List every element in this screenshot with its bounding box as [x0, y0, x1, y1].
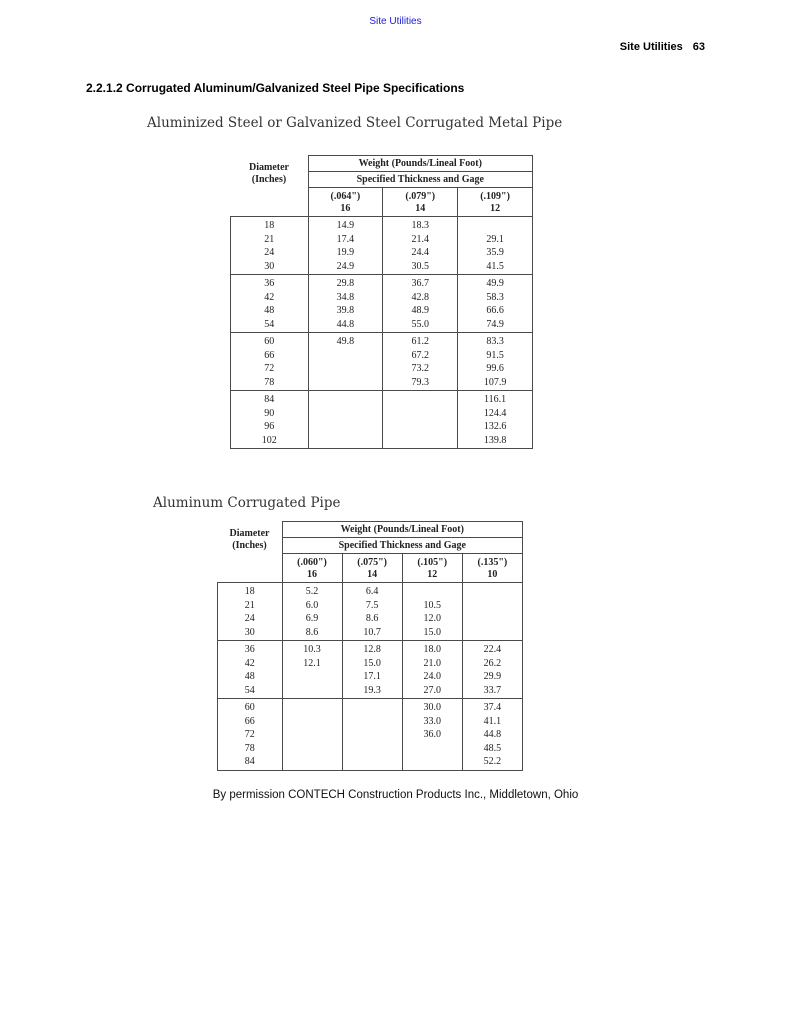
weight-value	[343, 715, 402, 729]
weight-value	[309, 434, 383, 448]
weight-value	[309, 349, 383, 363]
thickness-label: (.105")	[417, 557, 448, 568]
weight-value	[383, 393, 457, 407]
weight-value	[383, 420, 457, 434]
diameter-value: 36	[244, 644, 255, 655]
weight-value: 22.4	[483, 644, 502, 655]
weight-value	[309, 362, 383, 376]
diameter-value: 72	[264, 363, 275, 374]
section-title: 2.2.1.2 Corrugated Aluminum/Galvanized Steel Pipe Specifications	[86, 81, 465, 95]
weight-value: 49.9	[486, 278, 504, 289]
gage-label: 12	[490, 203, 501, 214]
top-link[interactable]: Site Utilities	[369, 16, 422, 27]
weight-value: 27.0	[423, 684, 441, 696]
weight-value: 6.4	[365, 586, 379, 597]
weight-value	[343, 755, 402, 769]
diameter-header	[218, 522, 283, 583]
diameter-value: 48	[244, 671, 255, 682]
gage-label: 14	[415, 203, 426, 214]
weight-value: 17.4	[336, 233, 355, 245]
weight-value: 10.3	[303, 644, 321, 655]
weight-value: 10.5	[423, 599, 441, 611]
weight-cell	[458, 217, 533, 275]
diameter-cell	[218, 699, 283, 771]
weight-value: 79.3	[411, 376, 429, 388]
diameter-value: 96	[264, 421, 275, 432]
diameter-value: 66	[264, 349, 275, 361]
weight-value: 29.8	[336, 278, 355, 289]
gage-header: Specified Thickness and Gage	[282, 538, 523, 554]
weight-value: 37.4	[483, 702, 502, 713]
diameter-value: 21	[244, 599, 255, 611]
weight-value: 21.0	[423, 657, 441, 669]
diameter-cell	[231, 217, 309, 275]
weight-value: 48.9	[411, 305, 429, 316]
column-header	[308, 188, 383, 217]
weight-value: 7.5	[365, 599, 379, 611]
weight-value: 49.8	[336, 336, 355, 347]
weight-value: 73.2	[411, 363, 429, 374]
weight-cell	[402, 641, 462, 699]
weight-value: 66.6	[486, 305, 504, 316]
weight-value: 8.6	[365, 613, 379, 624]
weight-value: 15.0	[423, 626, 441, 638]
weight-cell	[308, 275, 383, 333]
weight-value: 24.9	[336, 260, 355, 272]
weight-value: 18.3	[411, 220, 429, 231]
thickness-label: (.079")	[405, 191, 436, 202]
diameter-value: 30	[264, 260, 275, 272]
weight-cell	[282, 699, 342, 771]
weight-value	[283, 684, 342, 698]
gage-label: 16	[307, 569, 318, 580]
diameter-value: 18	[244, 586, 255, 597]
weight-value	[403, 585, 462, 599]
diameter-value: 36	[264, 278, 275, 289]
diameter-header-line: Diameter	[229, 527, 270, 539]
weight-value	[463, 585, 522, 599]
diameter-value: 54	[264, 318, 275, 330]
table1-title: Aluminized Steel or Galvanized Steel Corrugated Metal Pipe	[147, 115, 563, 131]
weight-header: Weight (Pounds/Lineal Foot)	[282, 522, 523, 538]
weight-value	[463, 599, 522, 613]
weight-value: 29.1	[486, 233, 504, 245]
weight-value: 55.0	[411, 318, 429, 330]
diameter-value: 42	[244, 657, 255, 669]
weight-value	[283, 670, 342, 684]
gage-label: 10	[487, 569, 498, 580]
weight-value	[403, 742, 462, 756]
weight-value: 6.0	[305, 599, 319, 611]
thickness-label: (.060")	[297, 557, 327, 568]
weight-cell	[462, 583, 522, 641]
weight-value: 17.1	[363, 671, 381, 682]
weight-value: 99.6	[486, 363, 504, 374]
weight-value: 8.6	[305, 626, 319, 638]
weight-value: 39.8	[336, 305, 355, 316]
weight-value	[309, 376, 383, 390]
weight-cell	[342, 699, 402, 771]
gage-header: Specified Thickness and Gage	[308, 172, 533, 188]
diameter-value: 84	[244, 756, 255, 767]
table-row	[231, 275, 533, 333]
diameter-value: 102	[261, 434, 277, 446]
weight-value: 107.9	[483, 376, 507, 388]
diameter-header-line: Diameter	[249, 161, 289, 173]
header-row	[231, 156, 533, 172]
diameter-value: 66	[244, 715, 255, 727]
weight-cell	[458, 391, 533, 449]
gage-label: 16	[340, 203, 351, 214]
weight-value: 34.8	[336, 291, 355, 303]
weight-value	[283, 701, 342, 715]
weight-cell	[383, 275, 458, 333]
table2-title: Aluminum Corrugated Pipe	[153, 495, 341, 511]
weight-cell	[342, 583, 402, 641]
weight-value: 19.3	[363, 684, 381, 696]
footer-note: By permission CONTECH Construction Products Inc., Middletown, Ohio	[212, 789, 579, 801]
diameter-cell	[218, 641, 283, 699]
weight-value: 74.9	[486, 318, 504, 330]
diameter-value: 60	[264, 336, 275, 347]
weight-value	[343, 701, 402, 715]
page-number: 63	[692, 41, 705, 53]
weight-cell	[402, 583, 462, 641]
diameter-value: 84	[264, 394, 275, 405]
weight-value: 15.0	[363, 657, 381, 669]
diameter-value: 78	[264, 376, 275, 388]
weight-cell	[458, 333, 533, 391]
table-row	[231, 333, 533, 391]
weight-cell	[462, 641, 522, 699]
gage-label: 12	[427, 569, 438, 580]
steel-pipe-weight-table	[230, 155, 533, 449]
weight-value: 18.0	[423, 644, 441, 655]
weight-value	[283, 755, 342, 769]
weight-value: 26.2	[483, 657, 502, 669]
weight-value: 58.3	[486, 291, 504, 303]
table-row	[218, 641, 523, 699]
weight-value: 12.0	[423, 613, 441, 624]
weight-value	[309, 420, 383, 434]
weight-value	[458, 219, 532, 233]
weight-value: 41.1	[483, 715, 502, 727]
weight-value: 35.9	[486, 247, 504, 258]
diameter-cell	[231, 275, 309, 333]
weight-value: 30.5	[411, 260, 429, 272]
weight-cell	[282, 641, 342, 699]
diameter-value: 21	[264, 233, 275, 245]
weight-value: 33.0	[423, 715, 441, 727]
weight-value	[309, 393, 383, 407]
table-row	[218, 583, 523, 641]
weight-value: 14.9	[336, 220, 355, 231]
diameter-value: 72	[244, 729, 255, 740]
column-header	[402, 554, 462, 583]
diameter-value: 48	[264, 305, 275, 316]
diameter-value: 78	[244, 742, 255, 754]
diameter-header-line: (Inches)	[251, 173, 287, 185]
weight-value: 41.5	[486, 260, 504, 272]
diameter-value: 42	[264, 291, 275, 303]
weight-value: 91.5	[486, 349, 504, 361]
weight-cell	[402, 699, 462, 771]
weight-value	[283, 742, 342, 756]
weight-cell	[282, 583, 342, 641]
running-head-title: Site Utilities	[619, 41, 683, 53]
weight-value: 36.7	[411, 278, 429, 289]
weight-value	[403, 755, 462, 769]
column-header	[462, 554, 522, 583]
weight-header: Weight (Pounds/Lineal Foot)	[308, 156, 533, 172]
weight-cell	[383, 217, 458, 275]
weight-cell	[308, 217, 383, 275]
weight-value: 52.2	[483, 756, 502, 767]
column-header	[383, 188, 458, 217]
weight-value	[343, 742, 402, 756]
weight-value: 33.7	[483, 684, 502, 696]
column-header	[342, 554, 402, 583]
weight-value	[463, 626, 522, 640]
table-row	[218, 699, 523, 771]
diameter-value: 90	[264, 407, 275, 419]
diameter-header-line: (Inches)	[232, 539, 267, 551]
aluminum-pipe-weight-table	[217, 521, 523, 771]
column-header	[458, 188, 533, 217]
weight-value: 10.7	[363, 626, 381, 638]
diameter-header	[231, 156, 309, 217]
table-row	[231, 217, 533, 275]
diameter-value: 60	[244, 702, 255, 713]
thickness-label: (.135")	[477, 557, 508, 568]
weight-cell	[308, 333, 383, 391]
weight-value: 61.2	[411, 336, 429, 347]
weight-value	[309, 407, 383, 421]
weight-value: 44.8	[336, 318, 355, 330]
running-head	[620, 41, 705, 53]
table-row	[231, 391, 533, 449]
weight-value: 48.5	[483, 742, 502, 754]
weight-value	[343, 728, 402, 742]
weight-cell	[383, 391, 458, 449]
weight-value: 29.9	[483, 671, 502, 682]
diameter-cell	[218, 583, 283, 641]
weight-value: 139.8	[483, 434, 507, 446]
thickness-label: (.109")	[480, 191, 510, 202]
weight-cell	[342, 641, 402, 699]
weight-value: 124.4	[483, 407, 507, 419]
diameter-cell	[231, 391, 309, 449]
diameter-value: 24	[264, 247, 275, 258]
weight-value: 24.0	[423, 671, 441, 682]
diameter-value: 30	[244, 626, 255, 638]
weight-value: 12.8	[363, 644, 381, 655]
weight-cell	[462, 699, 522, 771]
weight-cell	[458, 275, 533, 333]
weight-value	[283, 728, 342, 742]
gage-label: 14	[367, 569, 378, 580]
diameter-value: 54	[244, 684, 255, 696]
weight-value: 44.8	[483, 729, 502, 740]
diameter-value: 24	[244, 613, 255, 624]
weight-value	[283, 715, 342, 729]
weight-value: 21.4	[411, 233, 429, 245]
header-row	[218, 522, 523, 538]
weight-value: 132.6	[483, 421, 507, 432]
weight-value: 116.1	[484, 394, 507, 405]
weight-value: 24.4	[411, 247, 429, 258]
weight-value: 42.8	[411, 291, 429, 303]
weight-value: 12.1	[303, 657, 321, 669]
weight-value	[463, 612, 522, 626]
weight-value: 6.9	[305, 613, 319, 624]
weight-cell	[383, 333, 458, 391]
weight-value: 67.2	[411, 349, 429, 361]
weight-cell	[308, 391, 383, 449]
weight-value: 36.0	[423, 729, 441, 740]
weight-value: 5.2	[305, 586, 319, 597]
diameter-cell	[231, 333, 309, 391]
weight-value	[383, 434, 457, 448]
thickness-label: (.064")	[330, 191, 361, 202]
weight-value	[383, 407, 457, 421]
weight-value: 30.0	[423, 702, 441, 713]
column-header	[282, 554, 342, 583]
weight-value: 83.3	[486, 336, 504, 347]
diameter-value: 18	[264, 220, 275, 231]
weight-value: 19.9	[336, 247, 355, 258]
thickness-label: (.075")	[357, 557, 387, 568]
